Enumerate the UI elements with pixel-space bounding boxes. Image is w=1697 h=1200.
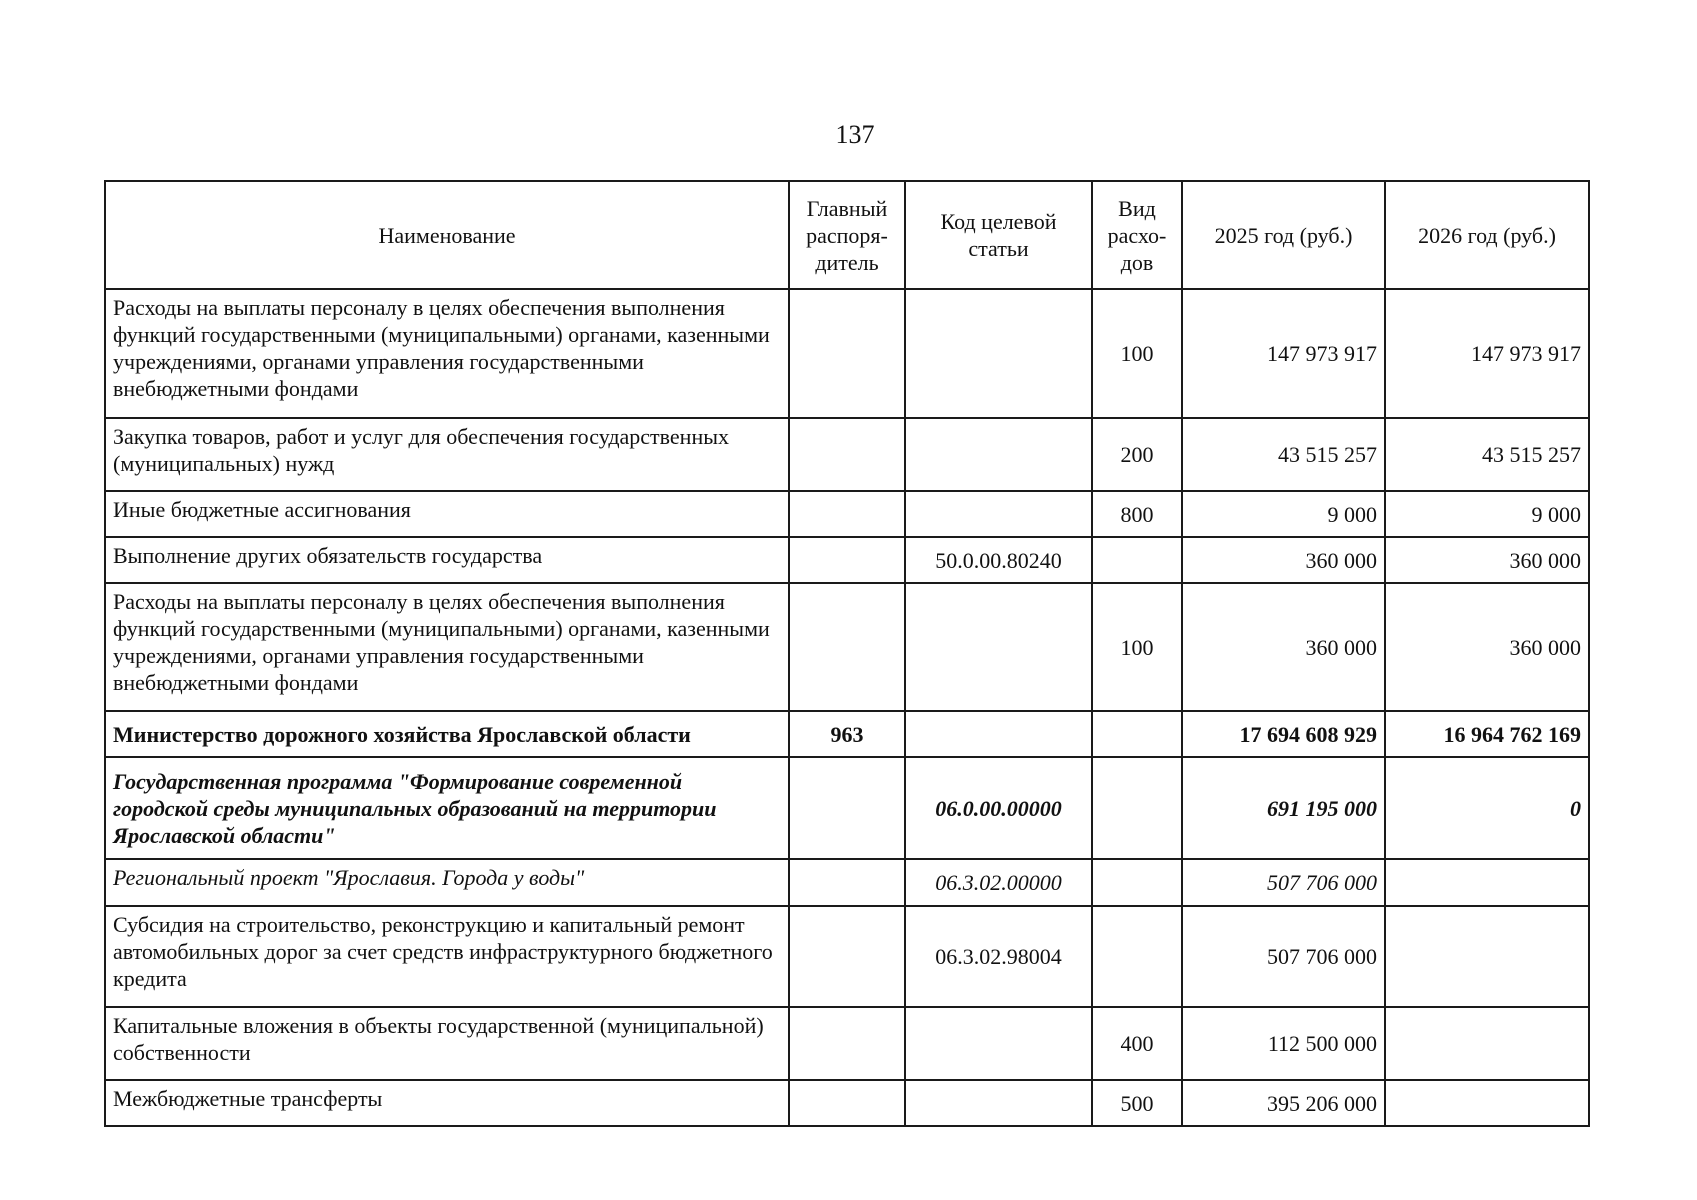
- row-code: [905, 1007, 1092, 1080]
- header-name: Наименование: [105, 181, 789, 289]
- row-2025: 17 694 608 929: [1182, 711, 1385, 757]
- table-row: [105, 491, 1589, 537]
- row-code: [905, 1080, 1092, 1126]
- row-name: Межбюджетные трансферты: [105, 1080, 789, 1126]
- table-row: [105, 906, 1589, 1007]
- row-name: Выполнение других обязательств государства: [105, 537, 789, 583]
- row-type: 800: [1092, 491, 1182, 537]
- table-header-row: [105, 181, 1589, 289]
- row-admin: [789, 289, 905, 418]
- row-name: Министерство дорожного хозяйства Ярославской области: [105, 711, 789, 757]
- row-admin: [789, 859, 905, 906]
- row-2025: 9 000: [1182, 491, 1385, 537]
- table-row: [105, 1007, 1589, 1080]
- row-2025: 43 515 257: [1182, 418, 1385, 491]
- row-2026: 9 000: [1385, 491, 1589, 537]
- row-name: Расходы на выплаты персоналу в целях обеспечения выполнения функций государственными (муниципальными) органами, казенными учреждениями, органами управления государственными внебюджетными фондами: [105, 583, 789, 711]
- table-row: [105, 583, 1589, 711]
- table-row: [105, 418, 1589, 491]
- row-2025: 507 706 000: [1182, 906, 1385, 1007]
- row-code: [905, 583, 1092, 711]
- row-name: Иные бюджетные ассигнования: [105, 491, 789, 537]
- row-type: 100: [1092, 289, 1182, 418]
- row-2026: 16 964 762 169: [1385, 711, 1589, 757]
- row-2025: 691 195 000: [1182, 757, 1385, 859]
- budget-table: [104, 180, 1590, 1127]
- row-2026: [1385, 859, 1589, 906]
- row-admin: [789, 583, 905, 711]
- header-2026: 2026 год (руб.): [1385, 181, 1589, 289]
- row-admin: [789, 1080, 905, 1126]
- row-type: [1092, 859, 1182, 906]
- row-code: 06.3.02.98004: [905, 906, 1092, 1007]
- header-2025: 2025 год (руб.): [1182, 181, 1385, 289]
- header-type: Вид расхо-дов: [1092, 181, 1182, 289]
- row-name: Государственная программа "Формирование современной городской среды муниципальных образований на территории Ярославской области": [105, 757, 789, 859]
- header-code: Код целевой статьи: [905, 181, 1092, 289]
- row-name: Закупка товаров, работ и услуг для обеспечения государственных (муниципальных) нужд: [105, 418, 789, 491]
- row-2026: 360 000: [1385, 583, 1589, 711]
- row-admin: [789, 418, 905, 491]
- table-row: [105, 289, 1589, 418]
- row-type: [1092, 906, 1182, 1007]
- row-admin: 963: [789, 711, 905, 757]
- row-admin: [789, 1007, 905, 1080]
- row-2025: 395 206 000: [1182, 1080, 1385, 1126]
- row-type: 500: [1092, 1080, 1182, 1126]
- row-2026: 43 515 257: [1385, 418, 1589, 491]
- row-2025: 360 000: [1182, 583, 1385, 711]
- row-2025: 112 500 000: [1182, 1007, 1385, 1080]
- row-type: 100: [1092, 583, 1182, 711]
- row-2026: 147 973 917: [1385, 289, 1589, 418]
- table-row: [105, 537, 1589, 583]
- row-2026: [1385, 1007, 1589, 1080]
- table-row: [105, 859, 1589, 906]
- row-admin: [789, 491, 905, 537]
- row-admin: [789, 757, 905, 859]
- row-admin: [789, 537, 905, 583]
- row-code: 06.0.00.00000: [905, 757, 1092, 859]
- row-2026: 360 000: [1385, 537, 1589, 583]
- table-row: [105, 757, 1589, 859]
- row-2026: 0: [1385, 757, 1589, 859]
- row-2025: 507 706 000: [1182, 859, 1385, 906]
- row-2026: [1385, 906, 1589, 1007]
- row-code: 06.3.02.00000: [905, 859, 1092, 906]
- row-2026: [1385, 1080, 1589, 1126]
- row-code: 50.0.00.80240: [905, 537, 1092, 583]
- row-type: [1092, 711, 1182, 757]
- row-name: Расходы на выплаты персоналу в целях обеспечения выполнения функций государственными (муниципальными) органами, казенными учреждениями, органами управления государственными внебюджетными фондами: [105, 289, 789, 418]
- row-admin: [789, 906, 905, 1007]
- table-row: [105, 711, 1589, 757]
- row-code: [905, 491, 1092, 537]
- header-admin: Главный распоря-дитель: [789, 181, 905, 289]
- row-name: Региональный проект "Ярославия. Города у воды": [105, 859, 789, 906]
- row-type: 200: [1092, 418, 1182, 491]
- row-name: Капитальные вложения в объекты государственной (муниципальной) собственности: [105, 1007, 789, 1080]
- row-name: Субсидия на строительство, реконструкцию и капитальный ремонт автомобильных дорог за счет средств инфраструктурного бюджетного кредита: [105, 906, 789, 1007]
- row-code: [905, 418, 1092, 491]
- row-code: [905, 711, 1092, 757]
- row-code: [905, 289, 1092, 418]
- table-row: [105, 1080, 1589, 1126]
- row-type: 400: [1092, 1007, 1182, 1080]
- row-2025: 147 973 917: [1182, 289, 1385, 418]
- row-2025: 360 000: [1182, 537, 1385, 583]
- page-number: 137: [835, 120, 875, 149]
- row-type: [1092, 757, 1182, 859]
- row-type: [1092, 537, 1182, 583]
